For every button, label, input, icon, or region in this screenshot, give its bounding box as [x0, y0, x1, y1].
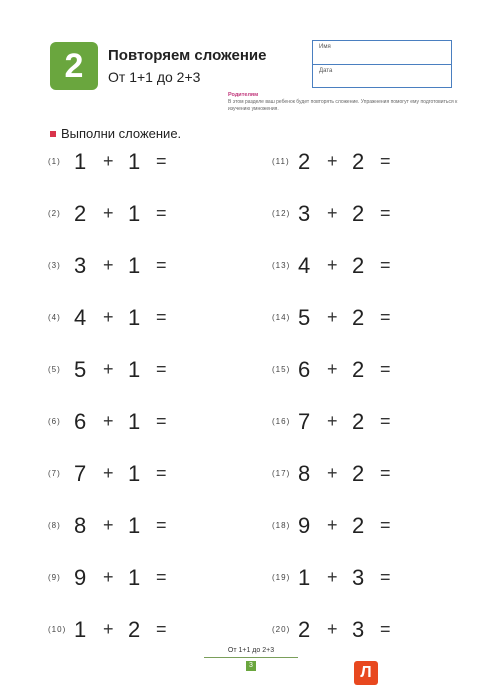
plus-sign: +: [327, 515, 338, 535]
addend-b: 2: [128, 617, 141, 642]
equals-sign: =: [156, 151, 167, 171]
addend-a: 2: [298, 149, 311, 174]
problem-number: (1): [48, 157, 61, 166]
bullet-square-icon: [50, 131, 56, 137]
addend-b: 3: [352, 617, 365, 642]
addend-a: 6: [298, 357, 311, 382]
page-number: 3: [246, 661, 256, 671]
instruction-text: Выполни сложение.: [61, 126, 182, 141]
problem-number: (17): [272, 469, 291, 478]
addend-b: 1: [128, 201, 141, 226]
equals-sign: =: [156, 307, 167, 327]
problem-row: [272, 565, 402, 593]
equals-sign: =: [156, 255, 167, 275]
problem-number: (19): [272, 573, 291, 582]
plus-sign: +: [327, 151, 338, 171]
addend-b: 2: [352, 305, 365, 330]
plus-sign: +: [103, 151, 114, 171]
equals-sign: =: [380, 255, 391, 275]
addend-a: 5: [298, 305, 311, 330]
problem-row: [272, 409, 402, 437]
equals-sign: =: [380, 203, 391, 223]
problem-row: [272, 357, 402, 385]
addend-b: 1: [128, 305, 141, 330]
addend-b: 1: [128, 565, 141, 590]
footer-caption: От 1+1 до 2+3: [227, 647, 275, 654]
problem-row: [272, 461, 402, 489]
addend-a: 9: [298, 513, 311, 538]
parents-note-title: Родителям: [228, 92, 259, 98]
plus-sign: +: [103, 203, 114, 223]
plus-sign: +: [103, 567, 114, 587]
addend-a: 7: [298, 409, 311, 434]
problem-number: (9): [48, 573, 61, 582]
addend-b: 3: [352, 565, 365, 590]
addend-a: 5: [74, 357, 87, 382]
problem-number: (20): [272, 625, 291, 634]
equals-sign: =: [156, 359, 167, 379]
problem-row: [272, 617, 402, 645]
footer-divider: [204, 657, 298, 658]
problem-row: [48, 305, 178, 333]
problem-row: [272, 201, 402, 229]
equals-sign: =: [380, 463, 391, 483]
plus-sign: +: [103, 463, 114, 483]
problem-row: [48, 461, 178, 489]
addend-b: 1: [128, 357, 141, 382]
problem-row: [272, 149, 402, 177]
plus-sign: +: [103, 619, 114, 639]
equals-sign: =: [156, 203, 167, 223]
instruction: [50, 126, 181, 141]
addend-a: 3: [74, 253, 87, 278]
plus-sign: +: [327, 307, 338, 327]
plus-sign: +: [327, 619, 338, 639]
plus-sign: +: [327, 359, 338, 379]
problem-row: [272, 253, 402, 281]
plus-sign: +: [327, 203, 338, 223]
addend-a: 8: [298, 461, 311, 486]
problem-row: [272, 513, 402, 541]
addend-a: 4: [74, 305, 87, 330]
problem-row: [272, 305, 402, 333]
name-field[interactable]: [313, 41, 451, 64]
addend-a: 4: [298, 253, 311, 278]
addend-a: 2: [74, 201, 87, 226]
plus-sign: +: [327, 411, 338, 431]
equals-sign: =: [380, 307, 391, 327]
name-label: Имя: [319, 44, 331, 50]
problem-number: (6): [48, 417, 61, 426]
addend-b: 2: [352, 149, 365, 174]
problem-row: [48, 201, 178, 229]
lesson-number-badge: 2: [50, 42, 98, 90]
plus-sign: +: [103, 515, 114, 535]
parents-note-text: В этом разделе ваш ребенок будет повторять сложение. Упражнения помогут ему подготовиться к изучению умножения.: [228, 99, 458, 112]
problem-number: (12): [272, 209, 291, 218]
addend-b: 2: [352, 253, 365, 278]
problem-number: (3): [48, 261, 61, 270]
equals-sign: =: [156, 463, 167, 483]
equals-sign: =: [380, 411, 391, 431]
equals-sign: =: [156, 515, 167, 535]
problem-number: (5): [48, 365, 61, 374]
plus-sign: +: [327, 463, 338, 483]
problem-number: (7): [48, 469, 61, 478]
addend-a: 1: [298, 565, 311, 590]
addend-b: 2: [352, 357, 365, 382]
problem-number: (10): [48, 625, 67, 634]
problem-row: [48, 409, 178, 437]
problem-number: (15): [272, 365, 291, 374]
problem-number: (2): [48, 209, 61, 218]
plus-sign: +: [327, 567, 338, 587]
plus-sign: +: [103, 359, 114, 379]
addend-a: 2: [298, 617, 311, 642]
addend-a: 7: [74, 461, 87, 486]
equals-sign: =: [156, 567, 167, 587]
equals-sign: =: [380, 567, 391, 587]
addend-b: 1: [128, 409, 141, 434]
addend-a: 1: [74, 149, 87, 174]
addend-b: 1: [128, 513, 141, 538]
problem-number: (14): [272, 313, 291, 322]
equals-sign: =: [380, 359, 391, 379]
problem-row: [48, 357, 178, 385]
equals-sign: =: [156, 619, 167, 639]
problem-number: (13): [272, 261, 291, 270]
problem-row: [48, 149, 178, 177]
addend-a: 3: [298, 201, 311, 226]
equals-sign: =: [380, 619, 391, 639]
addend-b: 2: [352, 201, 365, 226]
problem-number: (11): [272, 157, 290, 166]
date-label: Дата: [319, 68, 333, 74]
addend-b: 2: [352, 513, 365, 538]
addend-b: 2: [352, 461, 365, 486]
addend-a: 8: [74, 513, 87, 538]
publisher-logo: Л: [354, 661, 378, 685]
problem-number: (16): [272, 417, 291, 426]
plus-sign: +: [103, 255, 114, 275]
addend-b: 1: [128, 253, 141, 278]
problem-number: (8): [48, 521, 61, 530]
date-field[interactable]: [313, 64, 451, 87]
problem-row: [48, 513, 178, 541]
plus-sign: +: [327, 255, 338, 275]
addend-b: 2: [352, 409, 365, 434]
name-date-box: [312, 40, 452, 88]
addend-b: 1: [128, 461, 141, 486]
plus-sign: +: [103, 411, 114, 431]
addend-a: 1: [74, 617, 87, 642]
problem-row: [48, 253, 178, 281]
problem-row: [48, 565, 178, 593]
problem-number: (4): [48, 313, 61, 322]
problem-row: [48, 617, 178, 645]
equals-sign: =: [156, 411, 167, 431]
addend-a: 9: [74, 565, 87, 590]
addend-a: 6: [74, 409, 87, 434]
page-title: Повторяем сложение: [108, 47, 267, 64]
equals-sign: =: [380, 151, 391, 171]
problem-number: (18): [272, 521, 291, 530]
page-subtitle: От 1+1 до 2+3: [108, 69, 201, 85]
equals-sign: =: [380, 515, 391, 535]
addend-b: 1: [128, 149, 141, 174]
plus-sign: +: [103, 307, 114, 327]
